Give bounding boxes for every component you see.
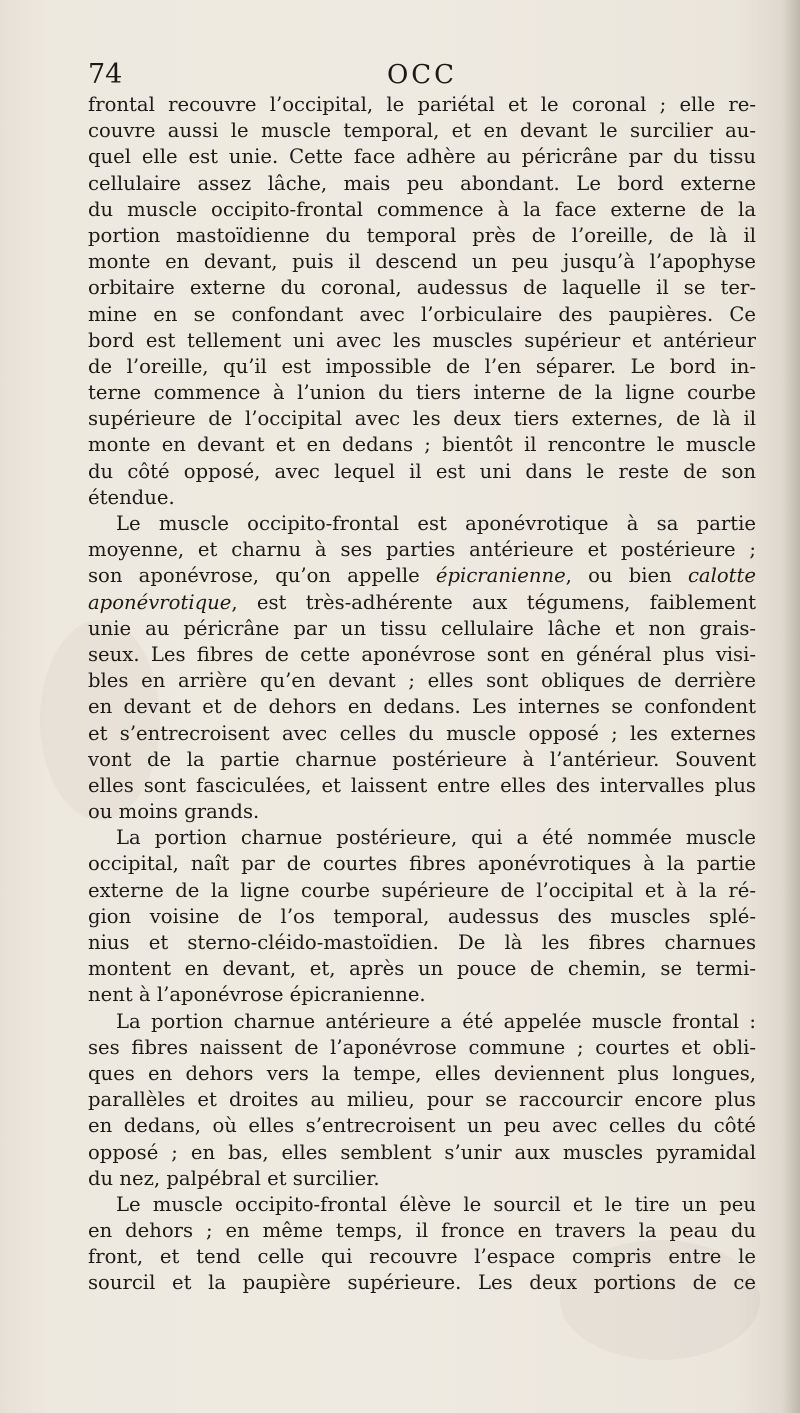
italic-term: aponévrotique [88, 590, 232, 614]
text-line: opposé ; en bas, elles semblent s’unir aux muscles pyramidal [88, 1140, 756, 1164]
text-line: quel elle est unie. Cette face adhère au péricrâne par du tissu [88, 145, 756, 169]
text-line: mine en se confondant avec l’orbiculaire des paupières. Ce [88, 302, 756, 326]
text-span: , est très-adhérente aux tégumens, faiblement [231, 590, 756, 614]
text-line: monte en devant et en dedans ; bientôt il rencontre le muscle [88, 433, 756, 457]
text-span: son aponévrose, qu’on appelle [88, 564, 436, 588]
text-line: La portion charnue postérieure, qui a été nommée muscle [116, 826, 756, 850]
italic-term: calotte [687, 564, 757, 588]
text-line: du côté opposé, avec lequel il est uni dans le reste de son [88, 459, 756, 483]
text-line: monte en devant, puis il descend un peu jusqu’à l’apophyse [88, 250, 756, 274]
text-line: La portion charnue antérieure a été appelée muscle frontal : [116, 1009, 756, 1033]
text-line: supérieure de l’occipital avec les deux tiers externes, de là il [88, 407, 756, 431]
body-text [88, 92, 756, 1297]
text-line: frontal recouvre l’occipital, le pariétal et le coronal ; elle re- [88, 93, 756, 116]
text-line: ses fibres naissent de l’aponévrose commune ; courtes et obli- [88, 1035, 756, 1059]
page-edge-shadow [782, 0, 800, 1413]
text-line: et s’entrecroisent avec celles du muscle opposé ; les externes [88, 721, 756, 745]
text-line: couvre aussi le muscle temporal, et en devant le surcilier au- [88, 119, 756, 143]
page-number: 74 [88, 59, 123, 90]
text-line: nent à l’aponévrose épicranienne. [88, 983, 426, 1007]
text-line: du nez, palpébral et surcilier. [88, 1166, 380, 1190]
text-line: bord est tellement uni avec les muscles supérieur et antérieur [88, 328, 756, 352]
text-line: de l’oreille, qu’il est impossible de l’en séparer. Le bord in- [88, 354, 756, 378]
text-line: montent en devant, et, après un pouce de chemin, se termi- [88, 957, 756, 981]
page-header [88, 58, 756, 92]
text-line: terne commence à l’union du tiers interne de la ligne courbe [88, 381, 756, 405]
text-line: occipital, naît par de courtes fibres aponévrotiques à la partie [88, 852, 756, 876]
text-line: étendue. [88, 485, 175, 509]
running-head: OCC [386, 60, 458, 90]
text-line: en dedans, où elles s’entrecroisent un peu avec celles du côté [88, 1114, 756, 1138]
text-line: nius et sterno-cléido-mastoïdien. De là les fibres charnues [88, 931, 756, 954]
text-line: ou moins grands. [88, 800, 260, 824]
text-line: en devant et de dehors en dedans. Les internes se confondent [88, 695, 756, 719]
text-line: du muscle occipito-frontal commence à la face externe de la [88, 197, 756, 221]
text-line: vont de la partie charnue postérieure à l’antérieur. Souvent [88, 747, 756, 771]
text-span: , ou bien [565, 564, 688, 588]
text-line: ques en dehors vers la tempe, elles deviennent plus longues, [88, 1061, 756, 1085]
text-line: orbitaire externe du coronal, audessus de laquelle il se ter- [88, 276, 756, 300]
text-line: bles en arrière qu’en devant ; elles sont obliques de derrière [88, 669, 756, 693]
text-line: Le muscle occipito-frontal est aponévrotique à sa partie [116, 512, 756, 535]
text-line: elles sont fasciculées, et laissent entre elles des intervalles plus [88, 773, 756, 797]
text-line: Le muscle occipito-frontal élève le sourcil et le tire un peu [116, 1192, 756, 1216]
text-line: moyenne, et charnu à ses parties antérieure et postérieure ; [88, 538, 756, 562]
text-line: externe de la ligne courbe supérieure de l’occipital et à la ré- [88, 878, 756, 902]
text-line: unie au péricrâne par un tissu cellulaire lâche et non grais- [88, 616, 756, 640]
text-line [88, 590, 756, 616]
text-line: gion voisine de l’os temporal, audessus des muscles splé- [88, 904, 756, 928]
text-line: parallèles et droites au milieu, pour se raccourcir encore plus [88, 1088, 756, 1112]
text-line: en dehors ; en même temps, il fronce en travers la peau du [88, 1219, 756, 1243]
italic-term: épicranienne [435, 564, 566, 588]
text-line [88, 563, 756, 589]
text-line: front, et tend celle qui recouvre l’espace compris entre le [88, 1245, 756, 1269]
text-line: cellulaire assez lâche, mais peu abondant. Le bord externe [88, 171, 756, 195]
text-line: portion mastoïdienne du temporal près de l’oreille, de là il [88, 223, 756, 247]
text-line: sourcil et la paupière supérieure. Les deux portions de ce [88, 1271, 756, 1295]
text-line: seux. Les fibres de cette aponévrose sont en général plus visi- [88, 642, 756, 666]
